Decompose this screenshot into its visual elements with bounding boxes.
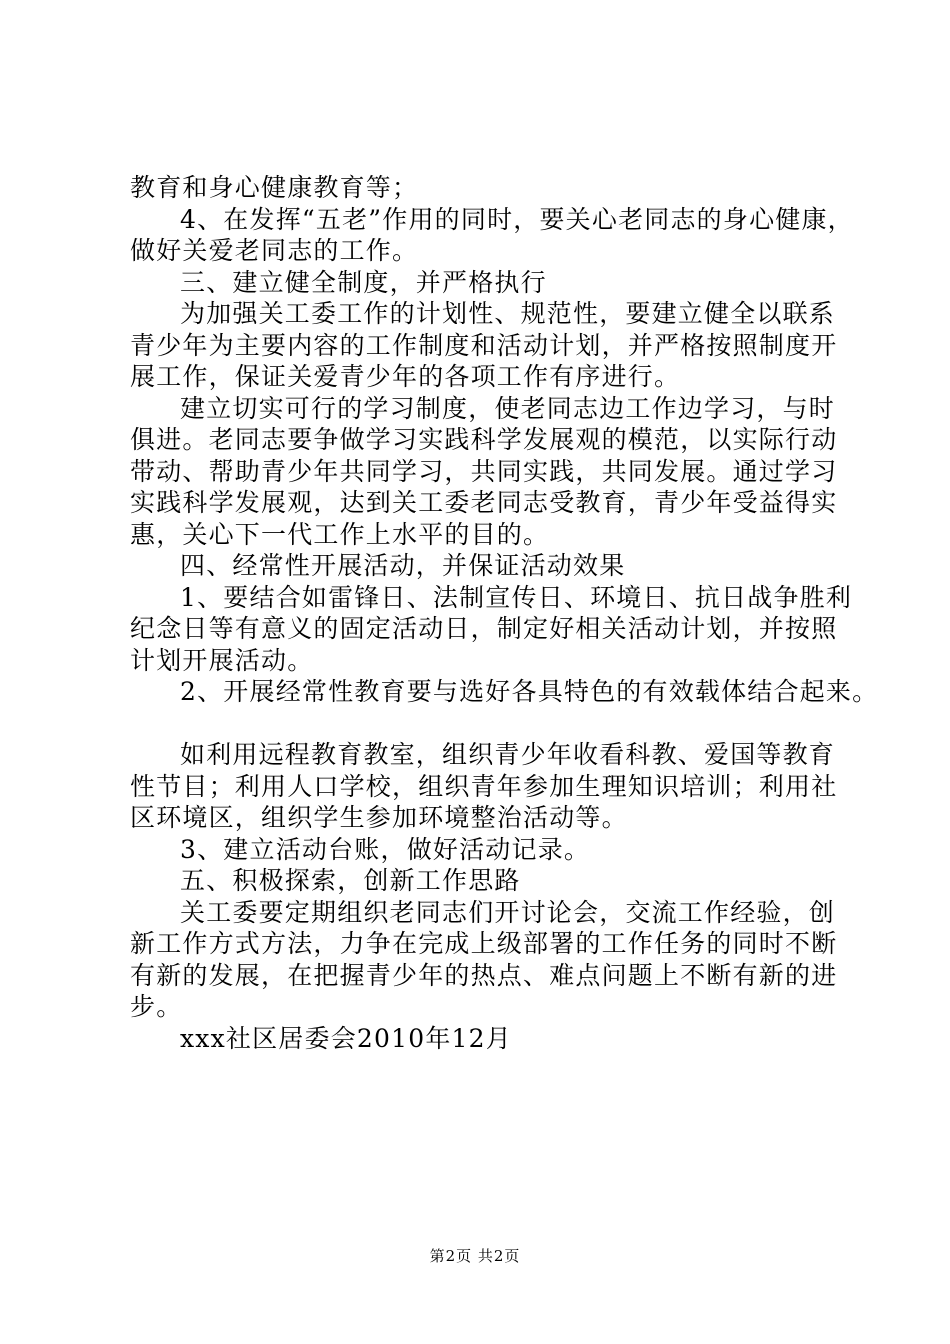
text-line: 2、开展经常性教育要与选好各具特色的有效载体结合起来。 bbox=[180, 677, 879, 706]
text-line: 俱进。老同志要争做学习实践科学发展观的模范，以实际行动 bbox=[130, 425, 838, 454]
document-body bbox=[130, 172, 879, 1054]
signature-line: xxx社区居委会2010年12月 bbox=[180, 1023, 512, 1053]
text-line: 3、建立活动台账，做好活动记录。 bbox=[180, 834, 591, 864]
text-line: 步。 bbox=[130, 992, 183, 1021]
text-line: 惠，关心下一代工作上水平的目的。 bbox=[130, 519, 550, 549]
text-line: 关工委要定期组织老同志们开讨论会，交流工作经验，创 bbox=[180, 897, 836, 927]
text-line: 性节目；利用人口学校，组织青年参加生理知识培训；利用社 bbox=[130, 771, 838, 801]
text-line: 如利用远程教育教室，组织青少年收看科教、爱国等教育 bbox=[180, 740, 836, 769]
text-line: 建立切实可行的学习制度，使老同志边工作边学习，与时 bbox=[180, 393, 836, 423]
text-line: 青少年为主要内容的工作制度和活动计划，并严格按照制度开 bbox=[130, 330, 838, 360]
text-line: 纪念日等有意义的固定活动日，制定好相关活动计划，并按照 bbox=[130, 614, 838, 643]
text-line: 4、在发挥“五老”作用的同时，要关心老同志的身心健康， bbox=[180, 204, 854, 234]
text-line: 为加强关工委工作的计划性、规范性，要建立健全以联系 bbox=[180, 299, 836, 328]
text-line: 有新的发展，在把握青少年的热点、难点问题上不断有新的进 bbox=[130, 960, 838, 990]
text-line: 1、要结合如雷锋日、法制宣传日、环境日、抗日战争胜利 bbox=[180, 582, 853, 612]
text-line: 区环境区，组织学生参加环境整治活动等。 bbox=[130, 803, 628, 832]
page-number-footer: 第2页 共2页 bbox=[429, 1247, 521, 1265]
text-line: 新工作方式方法，力争在完成上级部署的工作任务的同时不断 bbox=[130, 929, 838, 958]
text-line: 计划开展活动。 bbox=[130, 645, 314, 675]
section-heading: 三、建立健全制度，并严格执行 bbox=[180, 267, 547, 297]
text-line: 实践科学发展观，达到关工委老同志受教育，青少年受益得实 bbox=[130, 488, 838, 517]
text-line: 做好关爱老同志的工作。 bbox=[130, 236, 419, 265]
text-line: 教育和身心健康教育等； bbox=[130, 173, 419, 202]
blank-line bbox=[130, 708, 860, 740]
text-line: 带动、帮助青少年共同学习，共同实践，共同发展。通过学习 bbox=[130, 456, 838, 486]
section-heading: 四、经常性开展活动，并保证活动效果 bbox=[180, 551, 626, 580]
text-line: 展工作，保证关爱青少年的各项工作有序进行。 bbox=[130, 362, 681, 391]
section-heading: 五、积极探索，创新工作思路 bbox=[180, 866, 521, 895]
